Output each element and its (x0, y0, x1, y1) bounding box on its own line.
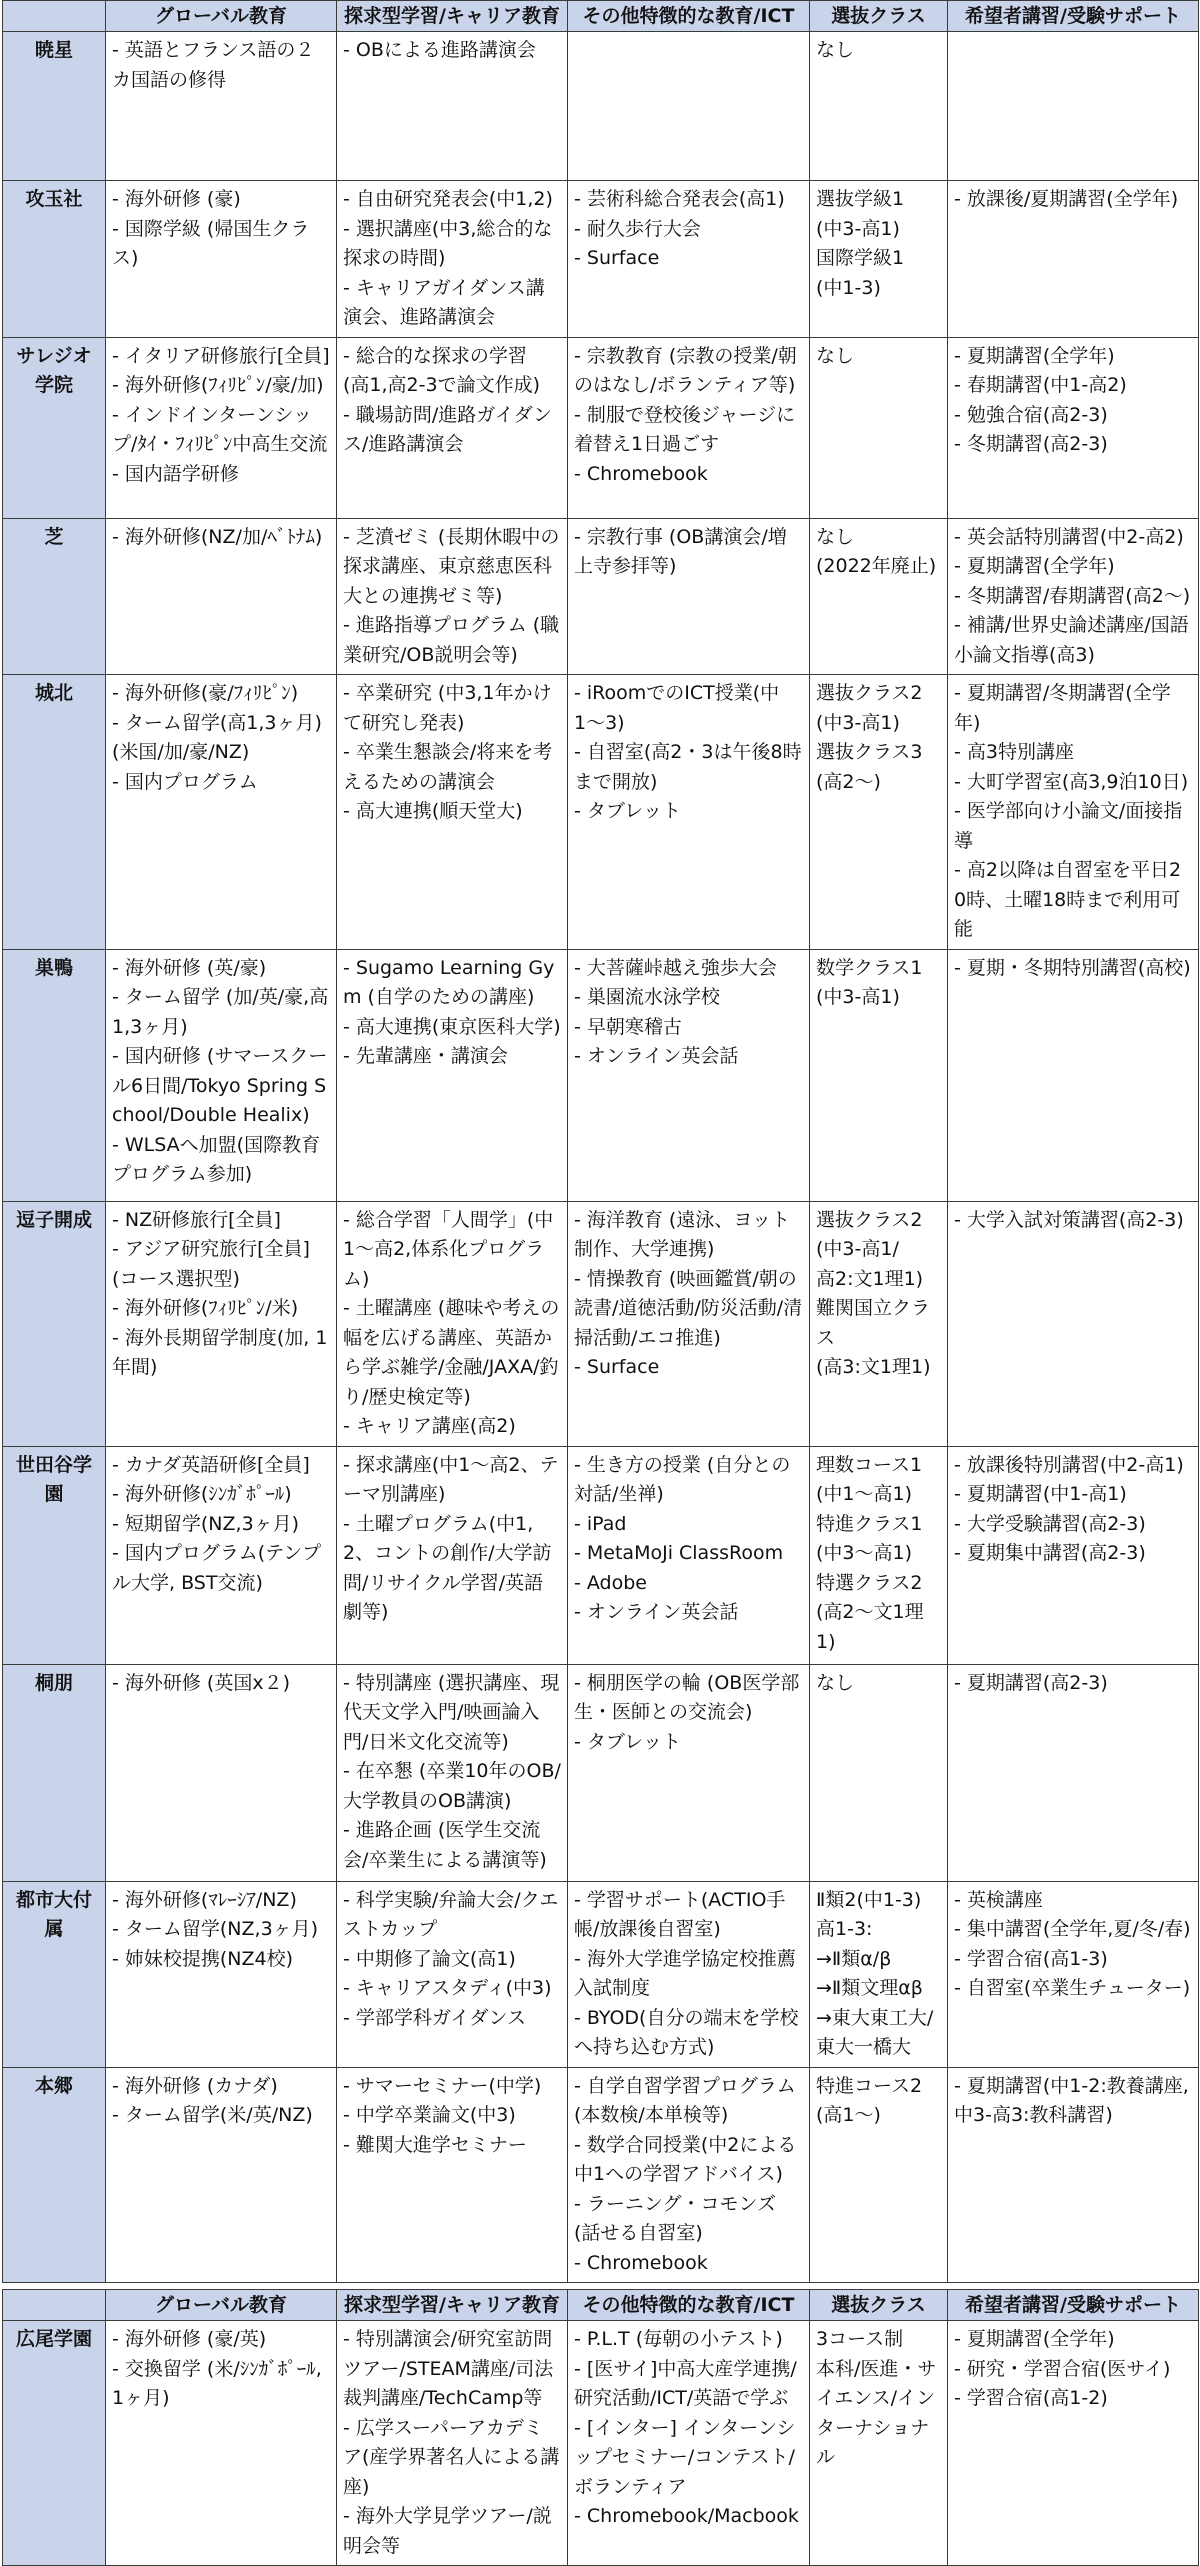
cell-select-class (810, 2067, 948, 2283)
cell-global (106, 518, 337, 675)
header-other-ict: その他特徴的な教育/ICT (568, 1, 810, 32)
cell-line: (中3-高1) (816, 217, 900, 240)
cell-line: - 中学卒業論文(中3) (343, 2104, 516, 2126)
cell-line: - 総合的な探求の学習 (高1,高2-3で論文作成) (343, 344, 546, 396)
cell-line: - MetaMoJi ClassRoom (574, 1542, 784, 1564)
cell-line: - 探求講座(中1〜高2、テーマ別講座) (343, 1453, 559, 1505)
cell-select-class (810, 1664, 948, 1881)
cell-line: (2022年廃止) (816, 555, 937, 577)
cell-support (948, 32, 1199, 181)
cell-line: - 学習合宿(高1-2) (954, 2387, 1108, 2409)
cell-support (948, 1664, 1199, 1881)
cell-line: - 宗教行事 (OB講演会/増上寺参拝等) (574, 525, 787, 577)
cell-line: なし (816, 1671, 855, 1694)
cell-line: - 土曜講座 (趣味や考えの幅を広げる講座、英語から学ぶ雑学/金融/JAXA/釣り/歴史検定等) (343, 1297, 560, 1408)
cell-global (106, 1881, 337, 2067)
cell-global (106, 1201, 337, 1446)
cell-line: - 学習合宿(高1-3) (954, 1947, 1108, 1970)
header-global: グローバル教育 (106, 1, 337, 32)
cell-line: - 難関大進学セミナー (343, 2133, 527, 2156)
school-row (3, 1446, 1199, 1664)
school-name: 芝 (3, 518, 106, 675)
cell-select-class (810, 518, 948, 675)
cell-line: - インドインターンシップ/ﾀｲ・ﾌｨﾘﾋﾟﾝ中高生交流 (112, 403, 328, 455)
cell-other-ict (568, 1664, 810, 1881)
cell-line: - NZ研修旅行[全員] (112, 1208, 281, 1231)
header-support: 希望者講習/受験サポート (948, 2290, 1199, 2321)
cell-line: - 進路指導プログラム (職業研究/OB説明会等) (343, 614, 560, 666)
cell-line: - イタリア研修旅行[全員] (112, 344, 330, 367)
cell-line: - 英語とフランス語の２カ国語の修得 (112, 39, 315, 91)
cell-select-class (810, 1881, 948, 2067)
cell-line: (高2〜文1理1) (816, 1601, 924, 1653)
cell-line: - キャリアガイダンス講演会、進路講演会 (343, 276, 545, 328)
cell-line: - オンライン英会話 (574, 1601, 739, 1623)
school-row (3, 1201, 1199, 1446)
header-select-class: 選抜クラス (810, 2290, 948, 2321)
cell-global (106, 32, 337, 181)
cell-line: - 自由研究発表会(中1,2) (343, 188, 553, 210)
cell-global (106, 2067, 337, 2283)
cell-line: - 夏期講習(全学年) (954, 2328, 1115, 2350)
cell-line: なし (816, 344, 855, 367)
cell-line: - 集中講習(全学年,夏/冬/春) (954, 1918, 1191, 1940)
cell-line: - 高2以降は自習室を平日20時、土曜18時まで利用可能 (954, 859, 1182, 940)
cell-line: (高1〜) (816, 2104, 881, 2126)
school-name: 世田谷学園 (3, 1446, 106, 1664)
cell-global (106, 2321, 337, 2566)
cell-line: - 高3特別講座 (954, 741, 1074, 763)
cell-inquiry (337, 2067, 568, 2283)
cell-inquiry (337, 1446, 568, 1664)
cell-other-ict (568, 2067, 810, 2283)
cell-line: - 卒業研究 (中3,1年かけて研究し発表) (343, 682, 552, 734)
cell-line: - 国内プログラム(テンプル大学, BST交流) (112, 1542, 322, 1594)
cell-line: - 生き方の授業 (自分との対話/坐禅) (574, 1453, 791, 1505)
cell-line: - 夏期・冬期特別講習(高校) (954, 956, 1191, 979)
cell-global (106, 1664, 337, 1881)
cell-inquiry (337, 518, 568, 675)
cell-line: - 姉妹校提携(NZ4校) (112, 1947, 294, 1970)
cell-inquiry (337, 2321, 568, 2566)
cell-line: - 広学スーパーアカデミア(産学界著名人による講座) (343, 2416, 560, 2498)
comparison-table (2, 0, 1199, 2566)
cell-line: - 補講/世界史論述講座/国語小論文指導(高3) (954, 614, 1189, 666)
school-row (3, 337, 1199, 518)
cell-line: - Chromebook/Macbook (574, 2505, 799, 2527)
cell-other-ict (568, 1446, 810, 1664)
cell-line: - [インター] インターンシップセミナー/コンテスト/ボランティア (574, 2416, 796, 2498)
cell-line: - 自習室(高2・3は午後8時まで開放) (574, 741, 802, 793)
cell-line: - 海外研修(ﾌｨﾘﾋﾟﾝ/米) (112, 1297, 299, 1319)
cell-line: - タブレット (574, 1730, 681, 1753)
header-row (3, 1, 1199, 32)
cell-line: - 学習サポート(ACTIO手帳/放課後自習室) (574, 1888, 786, 1940)
cell-global (106, 1446, 337, 1664)
cell-support (948, 675, 1199, 950)
cell-line: - 高大連携(順天堂大) (343, 800, 523, 822)
cell-line: - ターム留学(米/英/NZ) (112, 2104, 313, 2126)
cell-line: - 放課後/夏期講習(全学年) (954, 188, 1179, 210)
header-school (3, 1, 106, 32)
cell-line: - [医サイ]中高大産学連携/研究活動/ICT/英語で学ぶ (574, 2357, 797, 2409)
cell-line: 選抜クラス3 (816, 741, 923, 763)
cell-line: - 桐朋医学の輪 (OB医学部生・医師との交流会) (574, 1671, 800, 1723)
cell-line: →Ⅱ類α/β (816, 1947, 892, 1970)
cell-inquiry (337, 32, 568, 181)
cell-support (948, 2321, 1199, 2566)
cell-line: - アジア研究旅行[全員](コース選択型) (112, 1238, 310, 1290)
header-select-class: 選抜クラス (810, 1, 948, 32)
cell-line: (中3-高1) (816, 711, 900, 734)
school-name: 都市大付属 (3, 1881, 106, 2067)
cell-line: - ターム留学(NZ,3ヶ月) (112, 1918, 319, 1940)
cell-line: 高2:文1理1) (816, 1267, 924, 1290)
cell-line: - 海洋教育 (遠泳、ヨット制作、大学連携) (574, 1208, 790, 1260)
school-name: 攻玉社 (3, 181, 106, 338)
cell-line: - 海外研修(ﾌｨﾘﾋﾟﾝ/豪/加) (112, 374, 324, 396)
cell-line: - iPad (574, 1512, 627, 1535)
cell-line: - 巣園流水泳学校 (574, 986, 720, 1008)
cell-line: - 中期修了論文(高1) (343, 1947, 516, 1970)
school-name: 城北 (3, 675, 106, 950)
cell-line: - 夏期集中講習(高2-3) (954, 1542, 1146, 1564)
cell-line: - 交換留学 (米/ｼﾝｶﾞﾎﾟｰﾙ,1ヶ月) (112, 2357, 322, 2409)
cell-other-ict (568, 181, 810, 338)
cell-line: - 耐久歩行大会 (574, 217, 701, 240)
cell-line: - 冬期講習/春期講習(高2〜) (954, 584, 1191, 607)
cell-line: (中3〜高1) (816, 1542, 913, 1564)
cell-line: - Surface (574, 247, 660, 269)
cell-line: - Adobe (574, 1571, 647, 1594)
school-name: 逗子開成 (3, 1201, 106, 1446)
cell-line: 国際学級1 (816, 247, 905, 269)
school-row (3, 2321, 1199, 2566)
header-support: 希望者講習/受験サポート (948, 1, 1199, 32)
cell-line: - 研究・学習合宿(医サイ) (954, 2357, 1171, 2380)
cell-line: - 海外研修(ﾏﾚｰｼｱ/NZ) (112, 1888, 297, 1911)
cell-line: - iRoomでのICT授業(中1〜3) (574, 682, 780, 734)
cell-line: - 大菩薩峠越え強歩大会 (574, 956, 777, 979)
cell-other-ict (568, 1201, 810, 1446)
cell-line: - 総合学習「人間学」(中1〜高2,体系化プログラム) (343, 1208, 554, 1290)
cell-line: - 海外研修 (カナダ) (112, 2074, 278, 2097)
cell-line: - 在卒懇 (卒業10年のOB/大学教員のOB講演) (343, 1760, 561, 1812)
cell-select-class (810, 675, 948, 950)
cell-line: - 芝濆ゼミ (長期休暇中の探求講座、東京慈恵医科大との連携ゼミ等) (343, 525, 560, 607)
cell-line: - 国際学級 (帰国生クラス) (112, 217, 310, 269)
cell-line: - 宗教教育 (宗教の授業/朝のはなし/ボランティア等) (574, 344, 797, 396)
cell-support (948, 518, 1199, 675)
school-name: 暁星 (3, 32, 106, 181)
header-inquiry: 探求型学習/キャリア教育 (337, 2290, 568, 2321)
header-global: グローバル教育 (106, 2290, 337, 2321)
cell-line: - Surface (574, 1356, 660, 1378)
school-row (3, 675, 1199, 950)
cell-line: - 数学合同授業(中2による中1への学習アドバイス) (574, 2133, 797, 2185)
cell-select-class (810, 32, 948, 181)
cell-line: - 夏期講習(全学年) (954, 555, 1115, 577)
cell-line: 難関国立クラス (816, 1297, 931, 1349)
cell-line: - 海外研修(ｼﾝｶﾞﾎﾟｰﾙ) (112, 1483, 292, 1505)
cell-line: - 自習室(卒業生チューター) (954, 1977, 1191, 1999)
header-other-ict: その他特徴的な教育/ICT (568, 2290, 810, 2321)
cell-line: →東大東工大/東大一橋大 (816, 2006, 934, 2058)
cell-line: - 海外研修 (英国x２) (112, 1671, 291, 1694)
cell-line: - 高大連携(東京医科大学) (343, 1015, 561, 1038)
cell-line: 数学クラス1 (816, 956, 923, 979)
cell-line: - 特別講演会/研究室訪問ツアー/STEAM講座/司法裁判講座/TechCamp等 (343, 2328, 554, 2409)
cell-line: - 国内プログラム (112, 770, 258, 793)
cell-line: - 放課後特別講習(中2-高1) (954, 1453, 1184, 1476)
cell-line: - 大学受験講習(高2-3) (954, 1512, 1146, 1535)
cell-line: - カナダ英語研修[全員] (112, 1453, 310, 1476)
school-row (3, 181, 1199, 338)
cell-line: - 卒業生懇談会/将来を考えるための講演会 (343, 741, 553, 793)
cell-support (948, 1446, 1199, 1664)
header-inquiry: 探求型学習/キャリア教育 (337, 1, 568, 32)
school-row (3, 1664, 1199, 1881)
cell-select-class (810, 181, 948, 338)
cell-inquiry (337, 337, 568, 518)
cell-support (948, 1201, 1199, 1446)
cell-line: 本科/医進・サイエンス/インターナショナル (816, 2357, 937, 2468)
cell-other-ict (568, 675, 810, 950)
cell-line: - 英検講座 (954, 1888, 1043, 1911)
cell-line: (中1-3) (816, 276, 881, 299)
cell-line: - 芸術科総合発表会(高1) (574, 188, 785, 210)
cell-select-class (810, 2321, 948, 2566)
cell-line: - 海外研修 (豪/英) (112, 2328, 267, 2350)
cell-line: - 海外研修(豪/ﾌｨﾘﾋﾟﾝ) (112, 682, 299, 704)
cell-line: - 進路企画 (医学生交流会/卒業生による講演等) (343, 1819, 547, 1871)
cell-line: - 医学部向け小論文/面接指導 (954, 800, 1183, 852)
cell-inquiry (337, 1881, 568, 2067)
cell-line: - 大学入試対策講習(高2-3) (954, 1208, 1184, 1231)
school-row (3, 518, 1199, 675)
cell-line: - 勉強合宿(高2-3) (954, 403, 1108, 426)
cell-line: - キャリア講座(高2) (343, 1415, 516, 1437)
cell-other-ict (568, 1881, 810, 2067)
school-name: サレジオ学院 (3, 337, 106, 518)
cell-line: 選抜クラス2 (816, 682, 923, 704)
cell-support (948, 337, 1199, 518)
cell-line: - 海外大学進学協定校推薦入試制度 (574, 1947, 796, 1999)
cell-global (106, 949, 337, 1201)
cell-line: - BYOD(自分の端末を学校へ持ち込む方式) (574, 2006, 799, 2058)
school-row (3, 2067, 1199, 2283)
school-name: 本郷 (3, 2067, 106, 2283)
cell-line: 特進クラス1 (816, 1512, 923, 1535)
cell-line: - 国内研修 (サマースクール6日間/Tokyo Spring School/Double Healix) (112, 1045, 328, 1126)
cell-select-class (810, 1446, 948, 1664)
cell-line: - キャリアスタディ(中3) (343, 1977, 552, 1999)
cell-line: - 英会話特別講習(中2-高2) (954, 525, 1184, 548)
cell-other-ict (568, 518, 810, 675)
cell-inquiry (337, 181, 568, 338)
cell-support (948, 949, 1199, 1201)
cell-other-ict (568, 2321, 810, 2566)
cell-line: - 海外大学見学ツアー/説明会等 (343, 2505, 552, 2557)
header-school (3, 2290, 106, 2321)
header-row-repeat (3, 2290, 1199, 2321)
cell-line: - 自学自習学習プログラム (本数検/本単検等) (574, 2074, 796, 2126)
cell-line: - 制服で登校後ジャージに着替え1日過ごす (574, 403, 796, 455)
cell-inquiry (337, 1664, 568, 1881)
school-row (3, 1881, 1199, 2067)
cell-global (106, 337, 337, 518)
cell-inquiry (337, 675, 568, 950)
cell-line: - 夏期講習(中1-高1) (954, 1483, 1127, 1505)
cell-select-class (810, 1201, 948, 1446)
cell-global (106, 181, 337, 338)
cell-line: (中1〜高1) (816, 1483, 913, 1505)
section-separator (3, 2283, 1199, 2290)
cell-line: - ラーニング・コモンズ (話せる自習室) (574, 2192, 776, 2244)
cell-line: 特選クラス2 (816, 1571, 923, 1594)
school-name: 巣鴨 (3, 949, 106, 1201)
cell-line: - 国内語学研修 (112, 462, 239, 485)
cell-line: - サマーセミナー(中学) (343, 2074, 542, 2097)
cell-line: - オンライン英会話 (574, 1045, 739, 1067)
cell-line: なし (816, 39, 855, 61)
cell-line: - 冬期講習(高2-3) (954, 433, 1108, 455)
cell-line: - 海外研修(NZ/加/ﾍﾞﾄﾅﾑ) (112, 525, 323, 548)
cell-other-ict (568, 32, 810, 181)
cell-line: - OBによる進路講演会 (343, 39, 536, 61)
cell-line: - 職場訪問/進路ガイダンス/進路講演会 (343, 403, 552, 455)
cell-line: (中3-高1) (816, 986, 900, 1008)
cell-line: - 大町学習室(高3,9泊10日) (954, 770, 1189, 793)
cell-line: - 海外研修 (英/豪) (112, 956, 267, 979)
cell-line: - 海外長期留学制度(加, 1年間) (112, 1326, 328, 1378)
cell-line: なし (816, 525, 855, 548)
cell-line: - Chromebook (574, 2251, 708, 2274)
cell-line: - 先輩講座・講演会 (343, 1045, 508, 1067)
cell-line: - 夏期講習/冬期講習(全学年) (954, 682, 1171, 734)
cell-line: - 科学実験/弁論大会/クエストカップ (343, 1888, 559, 1940)
school-name: 桐朋 (3, 1664, 106, 1881)
cell-line: - 早朝寒稽古 (574, 1015, 682, 1038)
cell-line: →Ⅱ類文理αβ (816, 1977, 923, 1999)
cell-support (948, 2067, 1199, 2283)
cell-line: - ターム留学(高1,3ヶ月) (米国/加/豪/NZ) (112, 711, 341, 763)
cell-line: - 海外研修 (豪) (112, 188, 241, 210)
cell-select-class (810, 949, 948, 1201)
cell-line: - ターム留学 (加/英/豪,高1,3ヶ月) (112, 986, 329, 1038)
cell-line: 高1-3: (816, 1918, 873, 1940)
cell-line: - 選択講座(中3,総合的な探求の時間) (343, 217, 553, 269)
cell-line: Ⅱ類2(中1-3) (816, 1888, 922, 1911)
cell-other-ict (568, 337, 810, 518)
cell-line: - 夏期講習(中1-2:教養講座,中3-高3:教科講習) (954, 2074, 1189, 2126)
cell-line: (中3-高1/ (816, 1238, 899, 1260)
cell-line: - 特別講座 (選択講座、現代天文学入門/映画論入門/日米文化交流等) (343, 1671, 560, 1753)
cell-line: - 春期講習(中1-高2) (954, 374, 1127, 396)
cell-inquiry (337, 1201, 568, 1446)
cell-select-class (810, 337, 948, 518)
cell-other-ict (568, 949, 810, 1201)
cell-line: - Sugamo Learning Gym (自学のための講座) (343, 956, 555, 1008)
cell-line: 3コース制 (816, 2328, 904, 2350)
cell-line: - P.L.T (毎朝の小テスト) (574, 2328, 783, 2350)
cell-line: - 学部学科ガイダンス (343, 2006, 526, 2029)
cell-line: - 情操教育 (映画鑑賞/朝の読書/道徳活動/防災活動/清掃活動/エコ推進) (574, 1267, 803, 1349)
cell-line: (高2〜) (816, 770, 881, 793)
cell-line: - 土曜プログラム(中1,2、コントの創作/大学訪問/リサイクル学習/英語劇等) (343, 1512, 552, 1623)
cell-line: 特進コース2 (816, 2074, 923, 2097)
school-name: 広尾学園 (3, 2321, 106, 2566)
cell-line: - タブレット (574, 800, 681, 822)
cell-support (948, 181, 1199, 338)
cell-global (106, 675, 341, 950)
school-row (3, 949, 1199, 1201)
cell-line: 理数コース1 (816, 1453, 923, 1476)
cell-line: - WLSAへ加盟(国際教育プログラム参加) (112, 1133, 321, 1185)
cell-line: - 短期留学(NZ,3ヶ月) (112, 1512, 300, 1535)
cell-line: (高3:文1理1) (816, 1356, 931, 1378)
cell-line: - 夏期講習(全学年) (954, 344, 1115, 367)
cell-inquiry (337, 949, 568, 1201)
cell-support (948, 1881, 1199, 2067)
school-row (3, 32, 1199, 181)
cell-line: 選抜学級1 (816, 188, 905, 210)
cell-line: - 夏期講習(高2-3) (954, 1671, 1108, 1694)
cell-line: - Chromebook (574, 462, 708, 485)
cell-line: 選抜クラス2 (816, 1208, 923, 1231)
